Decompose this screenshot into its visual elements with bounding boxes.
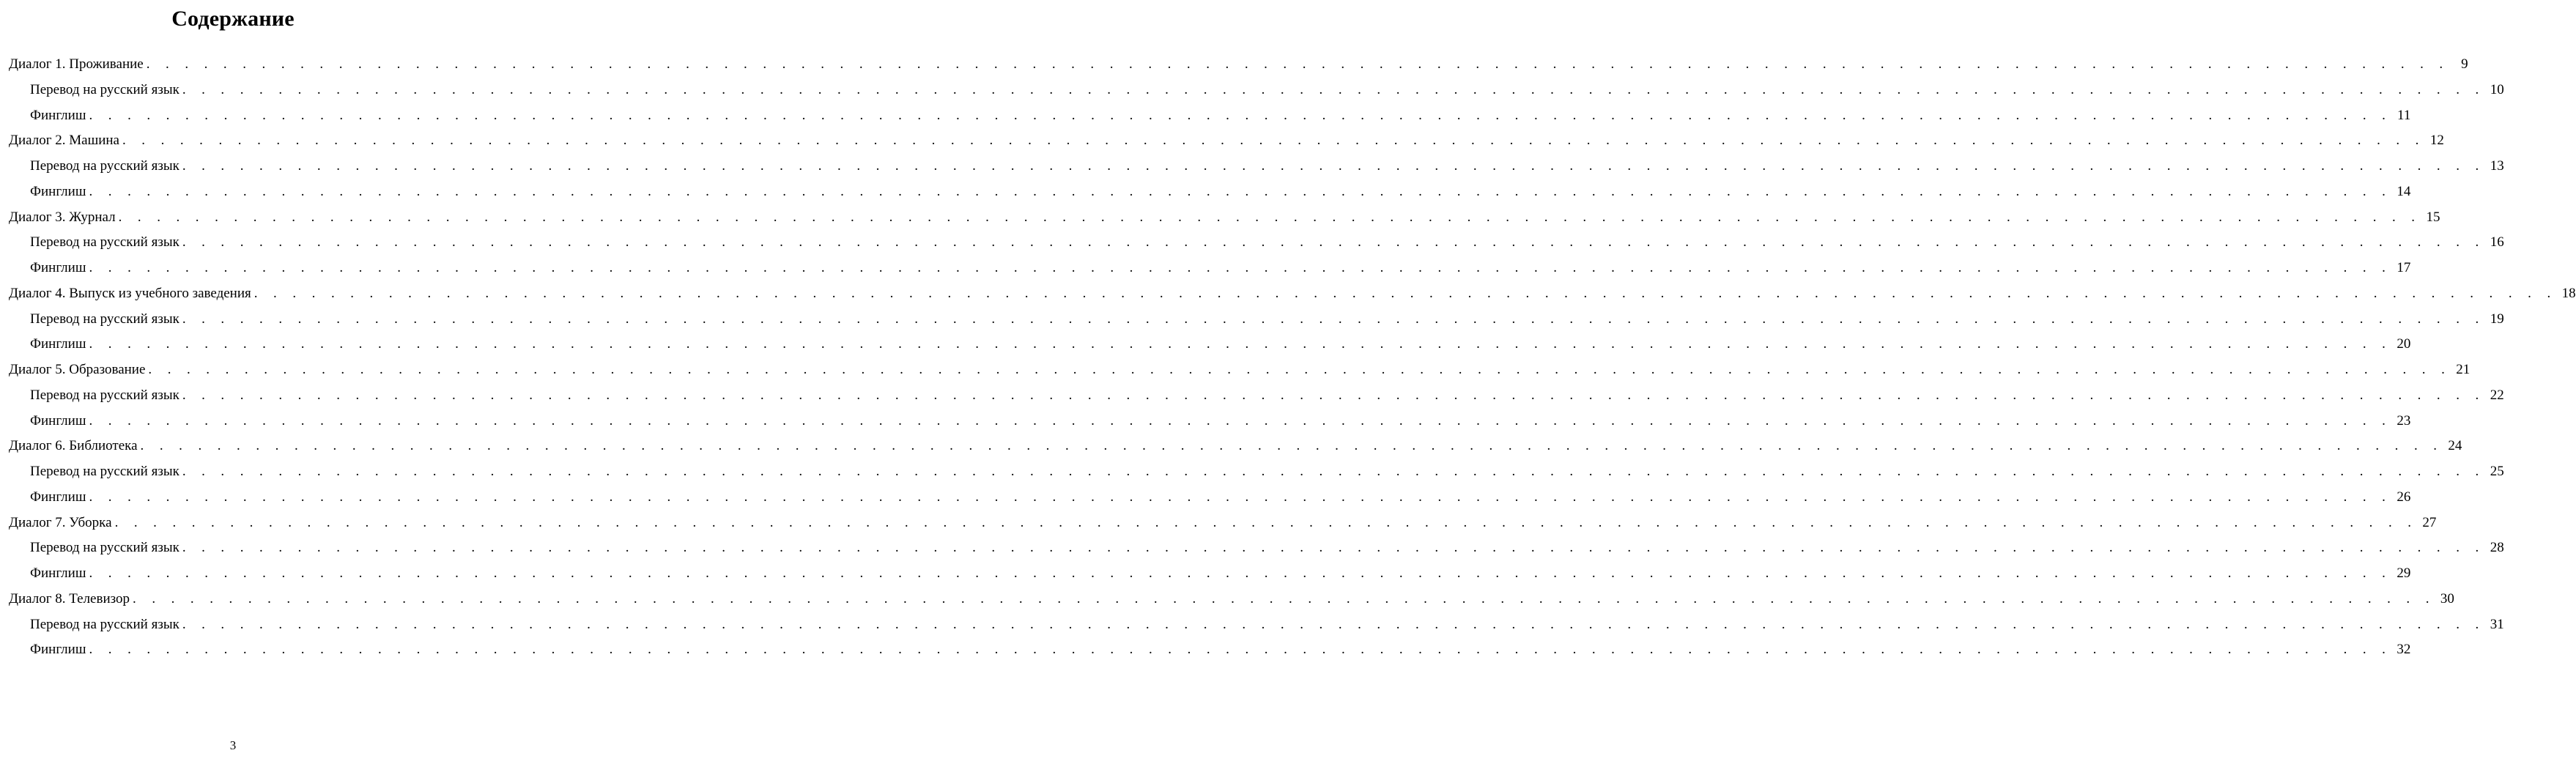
toc-entry[interactable] <box>9 612 2504 638</box>
toc-entry-page: 22 <box>2490 387 2504 403</box>
dot-leader: . . . . . . . . . . . . . . . . . . . . . . . . . . . . . . . . . . . . . . . . . . . . . . . . . . . . . . . . . . . . . . . . . . . . . . . . . . . . . . . . . . . . . . . . . . . . . . . . . . . . . . . . . . . . . . . . . . . . . . . . <box>182 81 2485 97</box>
dot-leader: . . . . . . . . . . . . . . . . . . . . . . . . . . . . . . . . . . . . . . . . . . . . . . . . . . . . . . . . . . . . . . . . . . . . . . . . . . . . . . . . . . . . . . . . . . . . . . . . . . . . . . . . . . . . . . . . . . . . . . . . <box>182 464 2485 479</box>
toc-entry-page: 18 <box>2561 285 2576 301</box>
toc-entry[interactable] <box>9 307 2504 333</box>
toc-entry-title: Диалог 4. Выпуск из учебного заведения <box>9 285 251 301</box>
toc-entry-page: 30 <box>2440 590 2454 607</box>
dot-leader: . . . . . . . . . . . . . . . . . . . . . . . . . . . . . . . . . . . . . . . . . . . . . . . . . . . . . . . . . . . . . . . . . . . . . . . . . . . . . . . . . . . . . . . . . . . . . . . . . . . . . . . . . . . . . . . . . . . . . . . . <box>89 412 2392 429</box>
toc-entry-title: Финглиш <box>30 260 86 275</box>
toc-entry-title: Финглиш <box>30 642 86 658</box>
toc-entry-page: 12 <box>2429 133 2444 149</box>
toc-entry-page: 13 <box>2490 158 2504 174</box>
page-title: Содержание <box>171 7 295 31</box>
page-number: 3 <box>229 738 237 752</box>
toc-entry[interactable] <box>9 434 2462 459</box>
dot-leader: . . . . . . . . . . . . . . . . . . . . . . . . . . . . . . . . . . . . . . . . . . . . . . . . . . . . . . . . . . . . . . . . . . . . . . . . . . . . . . . . . . . . . . . . . . . . . . . . . . . . . . . . . . . . . . . . . . . . . . . . <box>182 158 2485 174</box>
toc-entry-title: Перевод на русский язык <box>30 234 179 251</box>
toc-entry-page: 14 <box>2397 183 2411 199</box>
toc-entry-page: 9 <box>2461 56 2468 72</box>
dot-leader: . . . . . . . . . . . . . . . . . . . . . . . . . . . . . . . . . . . . . . . . . . . . . . . . . . . . . . . . . . . . . . . . . . . . . . . . . . . . . . . . . . . . . . . . . . . . . . . . . . . . . . . . . . . . . . . . . . . . . . . . <box>253 285 2557 301</box>
dot-leader: . . . . . . . . . . . . . . . . . . . . . . . . . . . . . . . . . . . . . . . . . . . . . . . . . . . . . . . . . . . . . . . . . . . . . . . . . . . . . . . . . . . . . . . . . . . . . . . . . . . . . . . . . . . . . . . . . . . . . . . . <box>140 438 2443 454</box>
toc-entry-title: Перевод на русский язык <box>30 311 179 327</box>
toc-entry-title: Финглиш <box>30 107 86 123</box>
toc-entry-title: Финглиш <box>30 183 86 199</box>
dot-leader: . . . . . . . . . . . . . . . . . . . . . . . . . . . . . . . . . . . . . . . . . . . . . . . . . . . . . . . . . . . . . . . . . . . . . . . . . . . . . . . . . . . . . . . . . . . . . . . . . . . . . . . . . . . . . . . . . . . . . . . . <box>148 362 2451 377</box>
toc-entry-page: 10 <box>2490 81 2504 97</box>
toc-entry[interactable] <box>9 281 2576 307</box>
toc-entry[interactable] <box>9 357 2470 383</box>
toc-entry-page: 27 <box>2422 514 2437 530</box>
toc-entry-page: 23 <box>2397 412 2411 429</box>
toc-entry-page: 15 <box>2426 209 2440 225</box>
toc-entry[interactable] <box>9 637 2411 663</box>
toc-entry-page: 31 <box>2490 616 2504 632</box>
dot-leader: . . . . . . . . . . . . . . . . . . . . . . . . . . . . . . . . . . . . . . . . . . . . . . . . . . . . . . . . . . . . . . . . . . . . . . . . . . . . . . . . . . . . . . . . . . . . . . . . . . . . . . . . . . . . . . . . . . . . . . . . <box>146 56 2449 72</box>
toc-entry[interactable] <box>9 561 2411 587</box>
toc-entry-title: Диалог 3. Журнал <box>9 209 116 225</box>
toc-entry-title: Диалог 1. Проживание <box>9 56 144 72</box>
dot-leader: . . . . . . . . . . . . . . . . . . . . . . . . . . . . . . . . . . . . . . . . . . . . . . . . . . . . . . . . . . . . . . . . . . . . . . . . . . . . . . . . . . . . . . . . . . . . . . . . . . . . . . . . . . . . . . . . . . . . . . . . <box>89 183 2392 199</box>
toc-entry-title: Диалог 5. Образование <box>9 362 146 377</box>
toc-entry[interactable] <box>9 383 2504 409</box>
toc-entry[interactable] <box>9 256 2411 281</box>
toc-entry-title: Диалог 7. Уборка <box>9 514 112 530</box>
toc-entry-page: 29 <box>2397 565 2411 581</box>
dot-leader: . . . . . . . . . . . . . . . . . . . . . . . . . . . . . . . . . . . . . . . . . . . . . . . . . . . . . . . . . . . . . . . . . . . . . . . . . . . . . . . . . . . . . . . . . . . . . . . . . . . . . . . . . . . . . . . . . . . . . . . . <box>118 209 2421 225</box>
toc-entry[interactable] <box>9 52 2468 78</box>
toc-entry-page: 28 <box>2490 540 2504 556</box>
toc-entry-title: Перевод на русский язык <box>30 81 179 97</box>
toc-entry[interactable] <box>9 128 2444 154</box>
toc-entry-title: Перевод на русский язык <box>30 540 179 556</box>
dot-leader: . . . . . . . . . . . . . . . . . . . . . . . . . . . . . . . . . . . . . . . . . . . . . . . . . . . . . . . . . . . . . . . . . . . . . . . . . . . . . . . . . . . . . . . . . . . . . . . . . . . . . . . . . . . . . . . . . . . . . . . . <box>122 133 2425 149</box>
toc-entry-page: 11 <box>2397 107 2411 123</box>
dot-leader: . . . . . . . . . . . . . . . . . . . . . . . . . . . . . . . . . . . . . . . . . . . . . . . . . . . . . . . . . . . . . . . . . . . . . . . . . . . . . . . . . . . . . . . . . . . . . . . . . . . . . . . . . . . . . . . . . . . . . . . . <box>89 260 2392 275</box>
toc-entry-page: 16 <box>2490 234 2504 251</box>
toc-entry[interactable] <box>9 459 2504 485</box>
toc-entry-title: Финглиш <box>30 489 86 505</box>
toc-entry[interactable] <box>9 332 2411 357</box>
toc-entry-title: Финглиш <box>30 565 86 581</box>
toc-entry-title: Финглиш <box>30 412 86 429</box>
toc-entry[interactable] <box>9 230 2504 256</box>
table-of-contents <box>9 52 2576 663</box>
toc-entry[interactable] <box>9 103 2411 129</box>
toc-entry-title: Диалог 2. Машина <box>9 133 119 149</box>
toc-entry-title: Диалог 6. Библиотека <box>9 438 138 454</box>
dot-leader: . . . . . . . . . . . . . . . . . . . . . . . . . . . . . . . . . . . . . . . . . . . . . . . . . . . . . . . . . . . . . . . . . . . . . . . . . . . . . . . . . . . . . . . . . . . . . . . . . . . . . . . . . . . . . . . . . . . . . . . . <box>89 565 2392 581</box>
toc-entry-page: 20 <box>2397 336 2411 352</box>
toc-entry[interactable] <box>9 78 2504 103</box>
toc-entry-page: 32 <box>2397 642 2411 658</box>
toc-entry-title: Финглиш <box>30 336 86 352</box>
toc-entry-page: 21 <box>2456 362 2470 377</box>
dot-leader: . . . . . . . . . . . . . . . . . . . . . . . . . . . . . . . . . . . . . . . . . . . . . . . . . . . . . . . . . . . . . . . . . . . . . . . . . . . . . . . . . . . . . . . . . . . . . . . . . . . . . . . . . . . . . . . . . . . . . . . . <box>182 234 2485 251</box>
toc-entry-title: Перевод на русский язык <box>30 387 179 403</box>
toc-entry-page: 19 <box>2490 311 2504 327</box>
toc-entry-page: 26 <box>2397 489 2411 505</box>
dot-leader: . . . . . . . . . . . . . . . . . . . . . . . . . . . . . . . . . . . . . . . . . . . . . . . . . . . . . . . . . . . . . . . . . . . . . . . . . . . . . . . . . . . . . . . . . . . . . . . . . . . . . . . . . . . . . . . . . . . . . . . . <box>89 642 2392 658</box>
toc-entry[interactable] <box>9 511 2437 536</box>
toc-entry-page: 17 <box>2397 260 2411 275</box>
toc-entry[interactable] <box>9 535 2504 561</box>
dot-leader: . . . . . . . . . . . . . . . . . . . . . . . . . . . . . . . . . . . . . . . . . . . . . . . . . . . . . . . . . . . . . . . . . . . . . . . . . . . . . . . . . . . . . . . . . . . . . . . . . . . . . . . . . . . . . . . . . . . . . . . . <box>182 387 2485 403</box>
dot-leader: . . . . . . . . . . . . . . . . . . . . . . . . . . . . . . . . . . . . . . . . . . . . . . . . . . . . . . . . . . . . . . . . . . . . . . . . . . . . . . . . . . . . . . . . . . . . . . . . . . . . . . . . . . . . . . . . . . . . . . . . <box>182 540 2485 556</box>
toc-entry-page: 24 <box>2448 438 2462 454</box>
dot-leader: . . . . . . . . . . . . . . . . . . . . . . . . . . . . . . . . . . . . . . . . . . . . . . . . . . . . . . . . . . . . . . . . . . . . . . . . . . . . . . . . . . . . . . . . . . . . . . . . . . . . . . . . . . . . . . . . . . . . . . . . <box>89 489 2392 505</box>
toc-entry[interactable] <box>9 154 2504 179</box>
toc-entry-title: Диалог 8. Телевизор <box>9 590 130 607</box>
toc-entry[interactable] <box>9 179 2411 205</box>
dot-leader: . . . . . . . . . . . . . . . . . . . . . . . . . . . . . . . . . . . . . . . . . . . . . . . . . . . . . . . . . . . . . . . . . . . . . . . . . . . . . . . . . . . . . . . . . . . . . . . . . . . . . . . . . . . . . . . . . . . . . . . . <box>114 514 2418 530</box>
toc-entry-page: 25 <box>2490 464 2504 479</box>
toc-entry[interactable] <box>9 485 2411 511</box>
dot-leader: . . . . . . . . . . . . . . . . . . . . . . . . . . . . . . . . . . . . . . . . . . . . . . . . . . . . . . . . . . . . . . . . . . . . . . . . . . . . . . . . . . . . . . . . . . . . . . . . . . . . . . . . . . . . . . . . . . . . . . . . <box>182 311 2485 327</box>
toc-entry-title: Перевод на русский язык <box>30 616 179 632</box>
dot-leader: . . . . . . . . . . . . . . . . . . . . . . . . . . . . . . . . . . . . . . . . . . . . . . . . . . . . . . . . . . . . . . . . . . . . . . . . . . . . . . . . . . . . . . . . . . . . . . . . . . . . . . . . . . . . . . . . . . . . . . . . <box>89 107 2392 123</box>
toc-entry-title: Перевод на русский язык <box>30 464 179 479</box>
toc-entry[interactable] <box>9 587 2454 612</box>
toc-entry[interactable] <box>9 205 2440 231</box>
toc-entry[interactable] <box>9 409 2411 434</box>
dot-leader: . . . . . . . . . . . . . . . . . . . . . . . . . . . . . . . . . . . . . . . . . . . . . . . . . . . . . . . . . . . . . . . . . . . . . . . . . . . . . . . . . . . . . . . . . . . . . . . . . . . . . . . . . . . . . . . . . . . . . . . . <box>182 616 2485 632</box>
dot-leader: . . . . . . . . . . . . . . . . . . . . . . . . . . . . . . . . . . . . . . . . . . . . . . . . . . . . . . . . . . . . . . . . . . . . . . . . . . . . . . . . . . . . . . . . . . . . . . . . . . . . . . . . . . . . . . . . . . . . . . . . <box>133 590 2435 607</box>
dot-leader: . . . . . . . . . . . . . . . . . . . . . . . . . . . . . . . . . . . . . . . . . . . . . . . . . . . . . . . . . . . . . . . . . . . . . . . . . . . . . . . . . . . . . . . . . . . . . . . . . . . . . . . . . . . . . . . . . . . . . . . . <box>89 336 2392 352</box>
toc-entry-title: Перевод на русский язык <box>30 158 179 174</box>
